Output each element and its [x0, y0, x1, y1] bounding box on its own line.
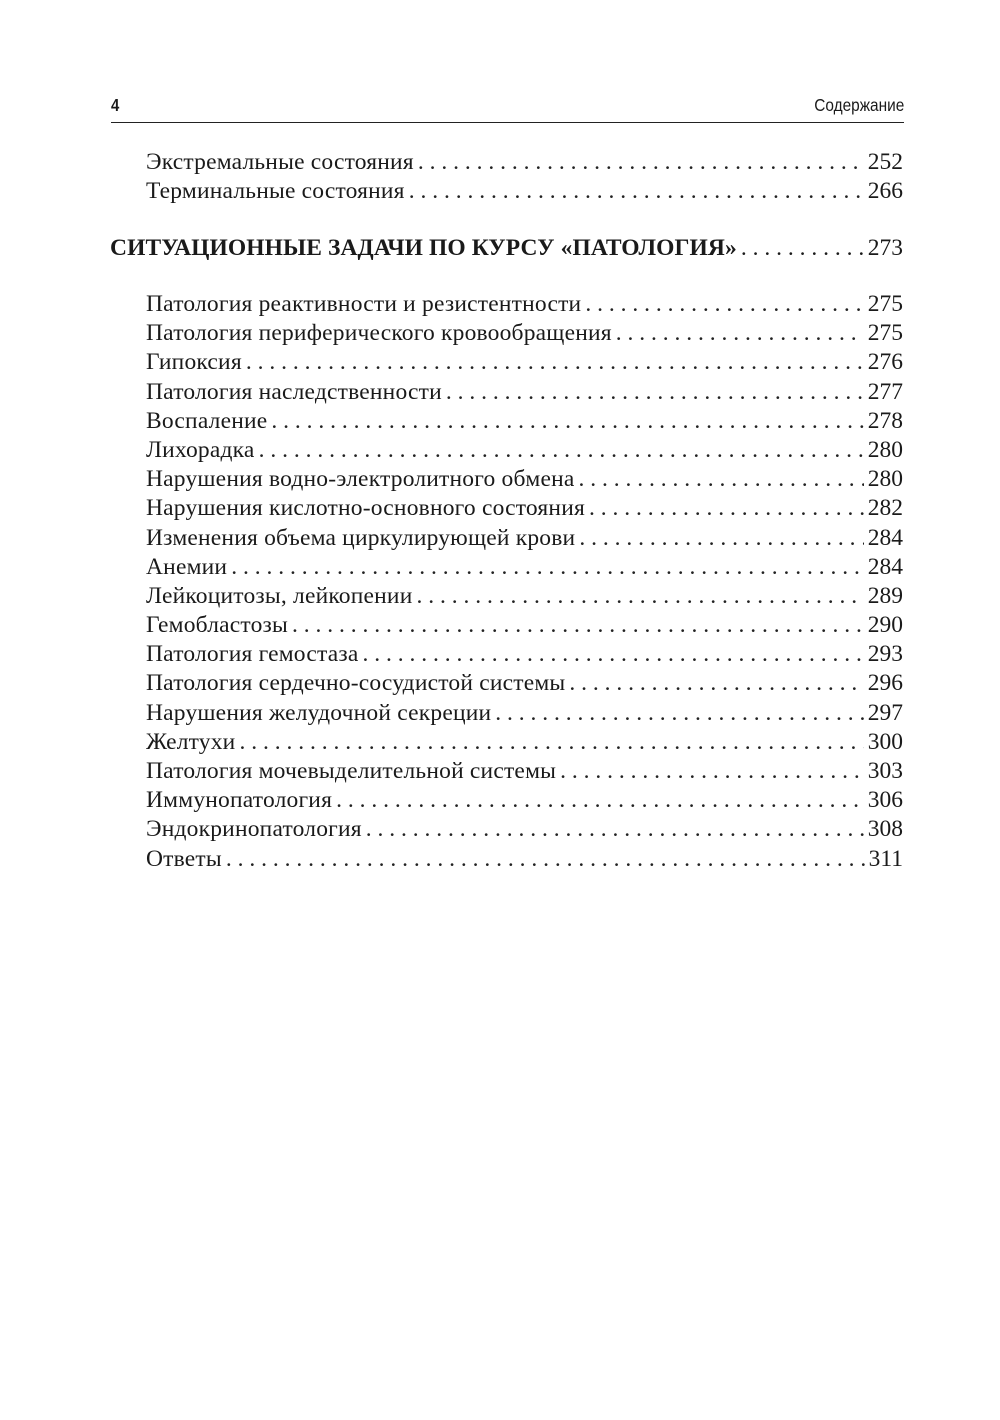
toc-entry-label: Экстремальные состояния	[146, 149, 414, 175]
toc-entry[interactable]	[146, 728, 903, 757]
toc-entry-label: Изменения объема циркулирующей крови	[146, 524, 576, 551]
toc-entry-page: 297	[867, 699, 903, 726]
toc-section-entries	[146, 290, 903, 874]
dot-leader	[741, 233, 864, 263]
toc-entry-page: 252	[867, 149, 903, 175]
toc-entry-page: 276	[867, 349, 903, 376]
dot-leader	[579, 465, 864, 494]
toc-entry-label: Анемии	[146, 553, 228, 580]
toc-top-entries	[146, 148, 903, 206]
toc-entry-label: Нарушения кислотно-основного состояния	[146, 495, 585, 522]
toc-entry-page: 266	[867, 178, 903, 205]
toc-entry-page: 278	[867, 407, 903, 434]
dot-leader	[446, 378, 864, 407]
dot-leader	[259, 436, 864, 465]
toc-entry[interactable]	[146, 436, 903, 465]
dot-leader	[579, 524, 863, 553]
toc-entry-page: 280	[867, 436, 903, 463]
toc-entry[interactable]	[146, 148, 903, 177]
section-heading: СИТУАЦИОННЫЕ ЗАДАЧИ ПО КУРСУ «ПАТОЛОГИЯ»	[110, 235, 737, 261]
toc-entry-label: Иммунопатология	[146, 787, 333, 814]
toc-entry[interactable]	[146, 553, 903, 582]
dot-leader	[366, 815, 864, 844]
toc-entry-label: Гипоксия	[146, 349, 242, 376]
toc-entry[interactable]	[146, 582, 903, 611]
toc-entry-label: Ответы	[146, 845, 222, 872]
toc-entry-label: Терминальные состояния	[146, 178, 405, 205]
section-heading-entry[interactable]	[110, 233, 903, 263]
toc-entry-label: Патология сердечно-сосудистой системы	[146, 670, 566, 697]
dot-leader	[418, 148, 864, 177]
running-head	[111, 94, 904, 123]
dot-leader	[231, 553, 864, 582]
dot-leader	[271, 407, 863, 436]
toc-entry-page: 296	[867, 670, 903, 697]
toc-entry-label: Лихорадка	[146, 436, 255, 463]
toc-entry[interactable]	[146, 290, 903, 319]
dot-leader	[292, 611, 864, 640]
toc-entry-page: 311	[868, 845, 903, 872]
toc-entry[interactable]	[146, 524, 903, 553]
dot-leader	[336, 786, 864, 815]
toc-entry-page: 289	[867, 582, 903, 609]
toc-entry-page: 284	[867, 524, 903, 551]
toc-entry-page: 275	[867, 320, 903, 347]
dot-leader	[239, 728, 863, 757]
dot-leader	[226, 845, 865, 874]
dot-leader	[409, 177, 864, 206]
toc-entry-page: 303	[867, 758, 903, 784]
toc-entry-label: Желтухи	[146, 728, 236, 755]
toc-entry[interactable]	[146, 786, 903, 815]
toc-entry[interactable]	[146, 319, 903, 348]
toc-entry[interactable]	[146, 669, 903, 698]
toc-entry[interactable]	[146, 465, 903, 494]
toc-entry-label: Патология наследственности	[146, 378, 442, 405]
dot-leader	[560, 757, 864, 786]
toc-entry-label: Нарушения водно-электролитного обмена	[146, 466, 575, 493]
dot-leader	[585, 290, 863, 319]
toc-entry[interactable]	[146, 407, 903, 436]
dot-leader	[417, 582, 864, 611]
toc-entry-page: 284	[867, 553, 903, 580]
dot-leader	[495, 699, 863, 728]
toc-entry[interactable]	[146, 699, 903, 728]
toc-entry-page: 306	[867, 787, 903, 814]
toc-entry-label: Эндокринопатология	[146, 816, 362, 843]
toc-entry-page: 293	[867, 641, 903, 668]
toc-entry-label: Патология мочевыделительной системы	[146, 758, 557, 784]
running-title: Содержание	[813, 95, 904, 115]
toc-entry[interactable]	[146, 348, 903, 377]
toc-entry-label: Нарушения желудочной секреции	[146, 699, 492, 726]
toc-entry-page: 277	[867, 378, 903, 405]
dot-leader	[362, 640, 863, 669]
page-number: 4	[111, 95, 120, 115]
toc-entry-page: 280	[867, 466, 903, 493]
section-page: 273	[867, 235, 903, 261]
toc-entry-page: 275	[867, 291, 903, 317]
toc-entry-label: Гемобластозы	[146, 612, 288, 639]
toc-entry-label: Патология периферического кровообращения	[146, 320, 612, 347]
toc-entry[interactable]	[146, 640, 903, 669]
toc-entry[interactable]	[146, 177, 903, 206]
toc-entry-label: Лейкоцитозы, лейкопении	[146, 582, 413, 609]
toc-entry-page: 300	[867, 728, 903, 755]
toc-entry-label: Патология гемостаза	[146, 641, 359, 668]
toc-entry[interactable]	[146, 845, 903, 874]
toc-entry[interactable]	[146, 757, 903, 786]
toc-entry-page: 308	[867, 816, 903, 843]
toc-entry-label: Патология реактивности и резистентности	[146, 291, 582, 317]
toc-entry-label: Воспаление	[146, 407, 268, 434]
toc-entry[interactable]	[146, 815, 903, 844]
dot-leader	[246, 348, 864, 377]
dot-leader	[589, 494, 864, 523]
toc-entry-page: 290	[867, 612, 903, 639]
dot-leader	[569, 669, 863, 698]
toc-entry[interactable]	[146, 378, 903, 407]
toc-entry[interactable]	[146, 611, 903, 640]
toc-entry[interactable]	[146, 494, 903, 523]
dot-leader	[616, 319, 864, 348]
toc-entry-page: 282	[867, 495, 903, 522]
